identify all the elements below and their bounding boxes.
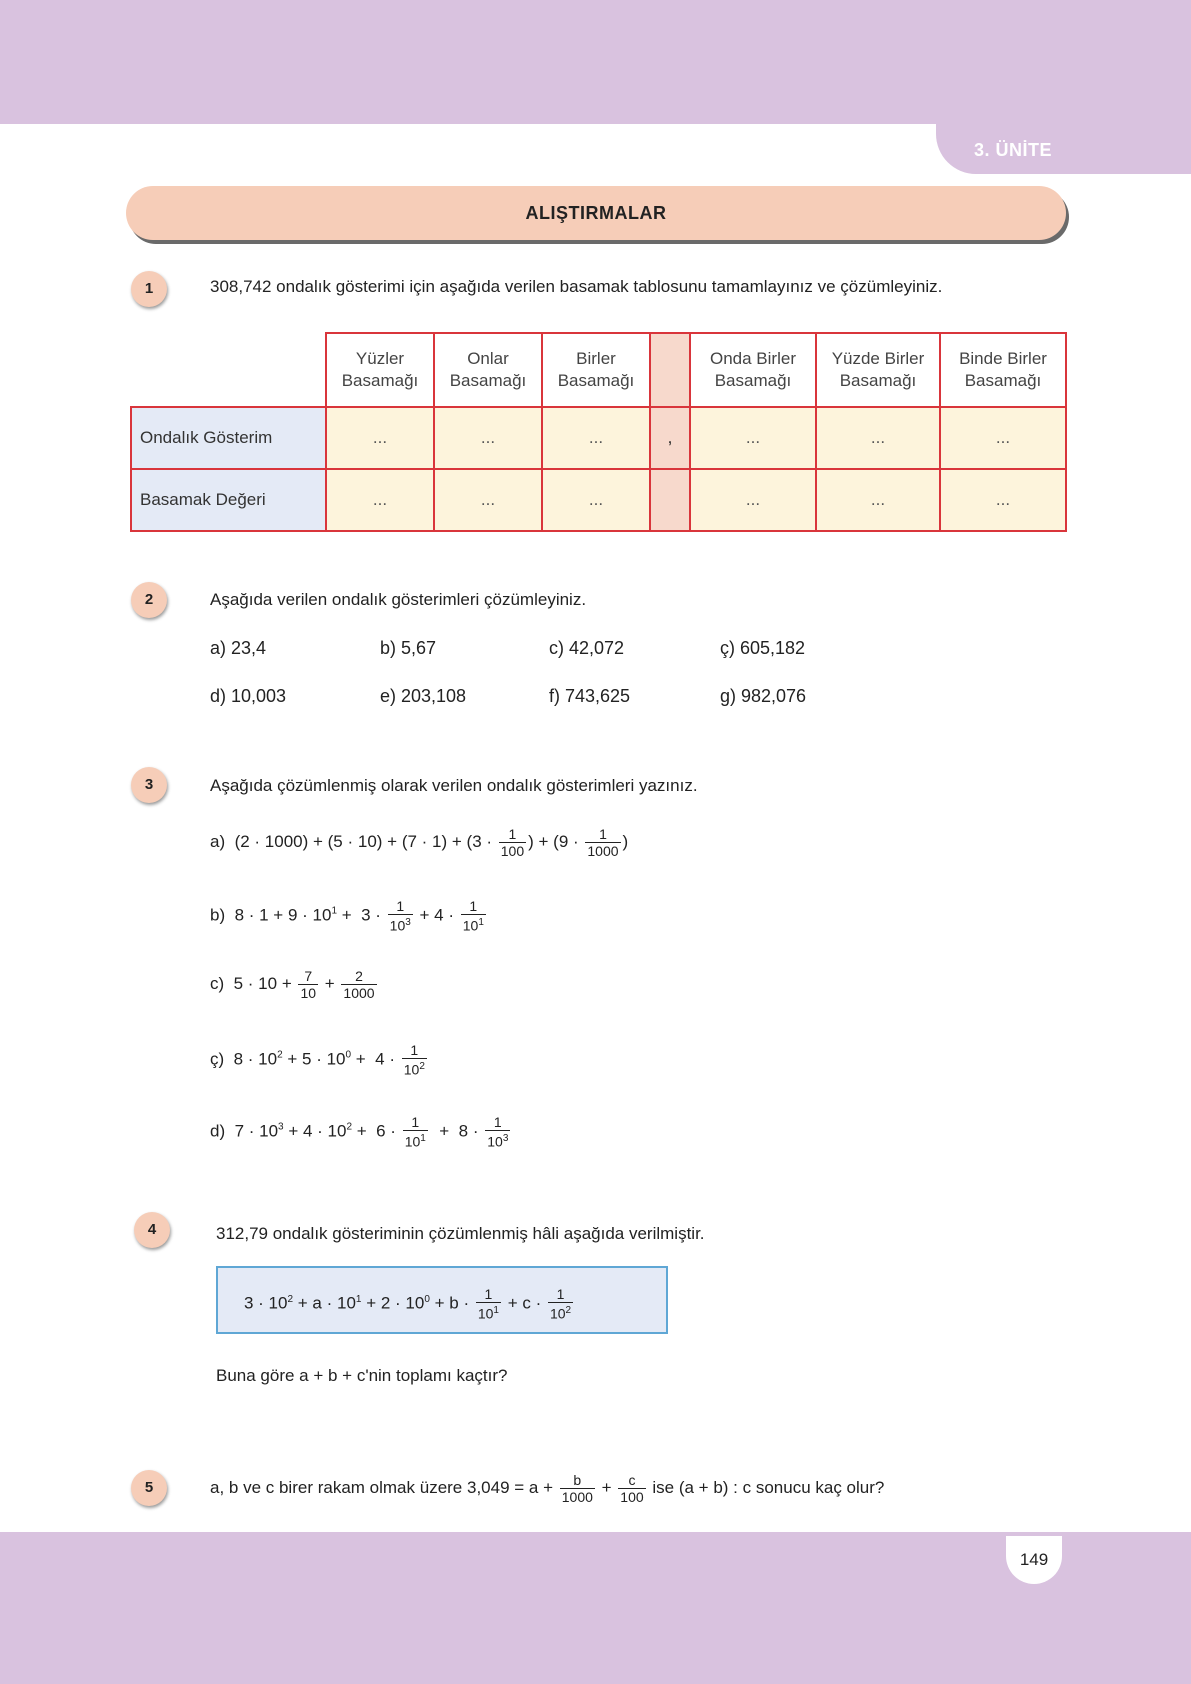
page-number: 149 <box>1006 1536 1062 1584</box>
option-e: e) 203,108 <box>380 686 467 706</box>
header-ones: Birler Basamağı <box>542 333 650 407</box>
question-number-1: 1 <box>131 271 167 307</box>
expression-c: c) 5 · 10 + $\frac{7}{10}$ + $\frac{2}{1000}$ <box>210 968 375 1001</box>
unit-tab <box>936 124 1191 174</box>
table-cell: ... <box>542 407 650 469</box>
section-title-bar <box>126 186 1066 240</box>
table-cell: ... <box>816 469 940 531</box>
top-band <box>0 0 1191 124</box>
table-corner <box>131 333 326 407</box>
header-comma-column <box>650 333 690 407</box>
header-hundreds: Yüzler Basamağı <box>326 333 434 407</box>
table-cell: ... <box>434 469 542 531</box>
header-tenths: Onda Birler Basamağı <box>690 333 816 407</box>
question-1-text: 308,742 ondalık gösterimi için aşağıda verilen basamak tablosunu tamamlayınız ve çözümleyiniz. <box>210 277 943 296</box>
row-label-place-value: Basamak Değeri <box>131 469 326 531</box>
question-2-text: Aşağıda verilen ondalık gösterimleri çözümleyiniz. <box>210 590 587 609</box>
table-cell: ... <box>326 407 434 469</box>
question-number-5: 5 <box>131 1470 167 1506</box>
expression-d: d) $7 \cdot 10^3 + 4 \cdot 10^2 + 6$ · $\frac{1}{10^1}$ + 8 · $\frac{1}{10^3}$ <box>210 1114 509 1150</box>
table-cell: ... <box>326 469 434 531</box>
question-4-prompt: Buna göre a + b + c'nin toplamı kaçtır? <box>216 1366 508 1385</box>
header-tens: Onlar Basamağı <box>434 333 542 407</box>
expression-box: $3 \cdot 10^2 + a \cdot 10^1 + 2 \cdot 10^0 + b$ · $\frac{1}{10^1}$ + c · $\frac{1}{10^2}$ <box>216 1266 668 1334</box>
option-d: d) 10,003 <box>210 686 287 706</box>
expression-b: b) $8 \cdot 1 + 9 \cdot 10^1 + 3$ · $\frac{1}{10^3}$ + 4 · $\frac{1}{10^1}$ <box>210 898 484 934</box>
table-cell: ... <box>434 407 542 469</box>
table-cell: ... <box>690 469 816 531</box>
section-title: ALIŞTIRMALAR <box>525 203 667 223</box>
question-number-4: 4 <box>134 1212 170 1248</box>
question-number-2: 2 <box>131 582 167 618</box>
question-3-text: Aşağıda çözümlenmiş olarak verilen ondalık gösterimleri yazınız. <box>210 776 698 795</box>
option-cc: ç) 605,182 <box>720 638 806 658</box>
table-cell: ... <box>940 469 1066 531</box>
question-4-text: 312,79 ondalık gösteriminin çözümlenmiş hâli aşağıda verilmiştir. <box>216 1224 705 1243</box>
place-value-table <box>130 332 1067 532</box>
question-number-3: 3 <box>131 767 167 803</box>
expression-cc: ç) $8 \cdot 10^2 + 5 \cdot 10^0 + 4$ · $\frac{1}{10^2}$ <box>210 1042 425 1078</box>
row-label-decimal: Ondalık Gösterim <box>131 407 326 469</box>
comma-cell <box>650 469 690 531</box>
option-c: c) 42,072 <box>549 638 625 658</box>
table-cell: ... <box>816 407 940 469</box>
question-5-text: a, b ve c birer rakam olmak üzere 3,049 = a + $\frac{b}{1000}$ + $\frac{c}{100}$ ise (a + b) : c sonucu kaç olur? <box>210 1472 885 1505</box>
option-a: a) 23,4 <box>210 638 267 658</box>
option-f: f) 743,625 <box>549 686 631 706</box>
option-b: b) 5,67 <box>380 638 437 658</box>
header-hundredths: Yüzde Birler Basamağı <box>816 333 940 407</box>
unit-label: 3. ÜNİTE <box>974 140 1053 160</box>
table-cell: ... <box>940 407 1066 469</box>
comma-cell: , <box>650 407 690 469</box>
option-g: g) 982,076 <box>720 686 807 706</box>
table-cell: ... <box>542 469 650 531</box>
expression-a: a) (2 · 1000) + (5 · 10) + (7 · 1) + (3 · $\frac{1}{100}$ ) + (9 · $\frac{1}{1000}$ ) <box>210 826 629 859</box>
header-thousandths: Binde Birler Basamağı <box>940 333 1066 407</box>
table-cell: ... <box>690 407 816 469</box>
